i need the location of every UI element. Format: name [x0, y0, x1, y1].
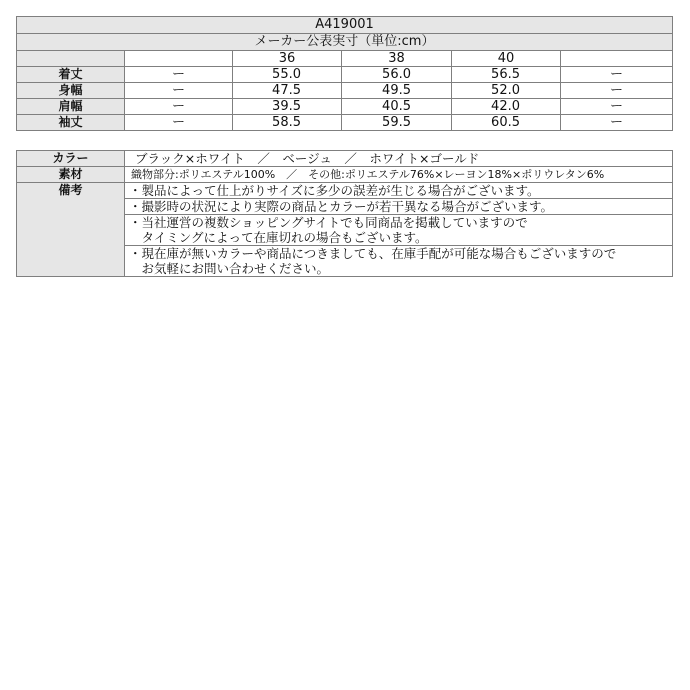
color-label: カラー: [17, 151, 125, 167]
size-table-subtitle: メーカー公表実寸（単位:cm）: [17, 34, 673, 51]
note-text: ・撮影時の状況により実際の商品とカラーが若干異なる場合がございます。: [129, 199, 554, 214]
note-item: [125, 199, 673, 215]
cell-value: 55.0: [233, 67, 342, 83]
table-row: [17, 151, 673, 167]
info-table: [16, 150, 673, 277]
cell-value: 52.0: [452, 83, 561, 99]
cell-value: 39.5: [233, 99, 342, 115]
cell-value: ー: [125, 83, 233, 99]
table-row: [17, 115, 673, 131]
cell-value: ー: [561, 83, 673, 99]
cell-value: 56.5: [452, 67, 561, 83]
size-header: 38: [342, 51, 452, 67]
cell-value: 60.5: [452, 115, 561, 131]
cell-value: 58.5: [233, 115, 342, 131]
note-text: ・現在庫が無いカラーや商品につきましても、在庫手配が可能な場合もございますので: [129, 246, 617, 261]
size-header: 40: [452, 51, 561, 67]
cell-value: 42.0: [452, 99, 561, 115]
notes-label: 備考: [17, 183, 125, 277]
table-row: [17, 99, 673, 115]
cell-value: 47.5: [233, 83, 342, 99]
cell-value: ー: [125, 115, 233, 131]
cell-value: ー: [561, 99, 673, 115]
table-row: [17, 167, 673, 183]
product-code: A419001: [17, 17, 673, 34]
note-text: お気軽にお問い合わせください。: [129, 261, 330, 276]
cell-value: ー: [125, 67, 233, 83]
corner-cell: [17, 51, 125, 67]
cell-value: ー: [561, 67, 673, 83]
table-row: [17, 183, 673, 199]
cell-value: ー: [125, 99, 233, 115]
material-label: 素材: [17, 167, 125, 183]
cell-value: 49.5: [342, 83, 452, 99]
row-label: 肩幅: [17, 99, 125, 115]
row-label: 身幅: [17, 83, 125, 99]
table-row: [17, 67, 673, 83]
size-header: [125, 51, 233, 67]
table-row: [17, 83, 673, 99]
size-header: [561, 51, 673, 67]
note-text: タイミングによって在庫切れの場合もございます。: [129, 230, 428, 245]
cell-value: 59.5: [342, 115, 452, 131]
color-value: ブラック×ホワイト ／ ベージュ ／ ホワイト×ゴールド: [125, 151, 673, 167]
cell-value: 40.5: [342, 99, 452, 115]
note-text: ・当社運営の複数ショッピングサイトでも同商品を掲載していますので: [129, 215, 528, 230]
note-text: ・製品によって仕上がりサイズに多少の誤差が生じる場合がございます。: [129, 183, 540, 198]
row-label: 袖丈: [17, 115, 125, 131]
size-header: 36: [233, 51, 342, 67]
size-table: [16, 16, 673, 131]
note-item: [125, 215, 673, 246]
row-label: 着丈: [17, 67, 125, 83]
material-value: 織物部分:ポリエステル100% ／ その他:ポリエステル76%×レーヨン18%×ポリウレタン6%: [125, 167, 673, 183]
cell-value: ー: [561, 115, 673, 131]
note-item: [125, 183, 673, 199]
cell-value: 56.0: [342, 67, 452, 83]
note-item: [125, 246, 673, 277]
